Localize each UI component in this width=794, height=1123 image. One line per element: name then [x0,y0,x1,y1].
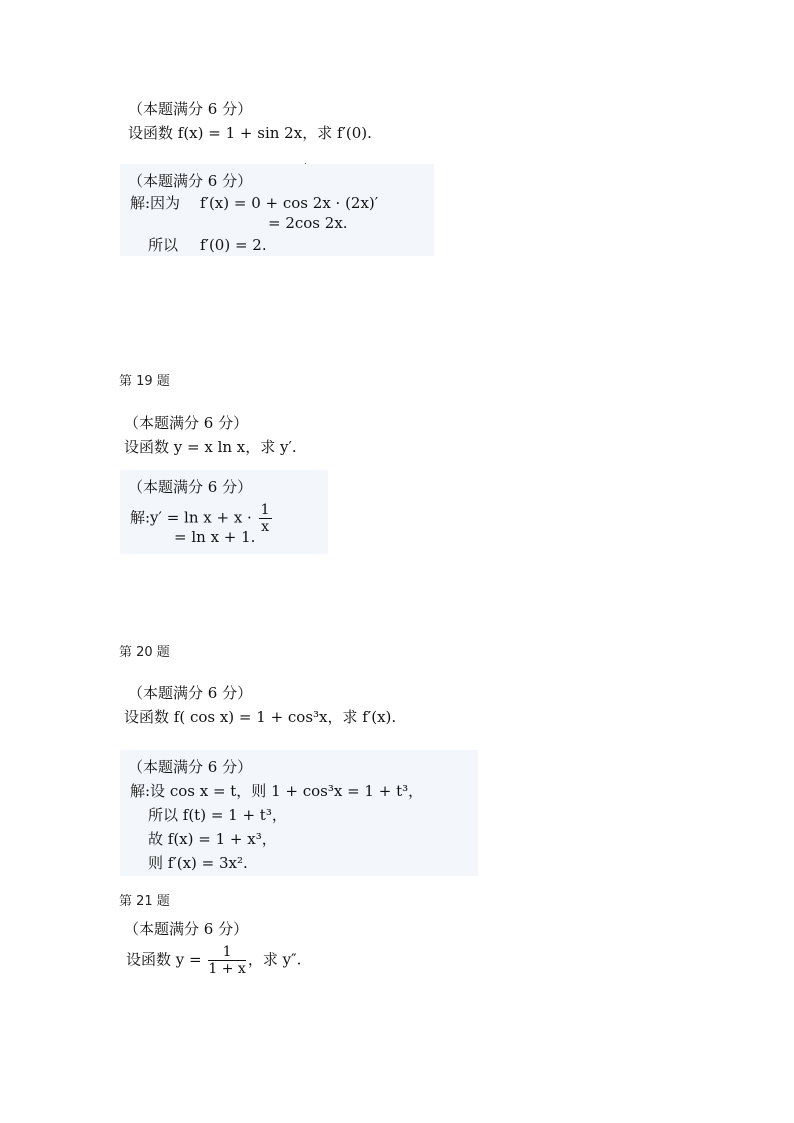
q19-problem: 设函数 y = x ln x，求 y′. [124,438,297,456]
q18-sol-label-3: 所以 [148,236,179,254]
q20-sol-line-4: 则 f′(x) = 3x². [148,854,248,872]
q21-problem-suffix: ，求 y″. [247,950,302,969]
q20-problem: 设函数 f( cos x) = 1 + cos³x，求 f′(x). [124,708,397,726]
q20-answer-header: （本题满分 6 分） [128,758,253,776]
q21-problem [126,944,301,977]
q21-frac-num: 1 [208,944,245,961]
q18-sol-line-1: f′(x) = 0 + cos 2x · (2x)′ [200,194,379,212]
q21-frac-den: 1 + x [208,961,246,977]
q18-problem-suffix: ，求 f′(0). [302,124,372,142]
q19-frac-den: x [261,519,270,535]
q18-problem-func: f(x) = 1 + sin 2x [177,124,303,142]
q20-label: 第 20 题 [119,645,170,660]
q20-sol-line-2: 所以 f(t) = 1 + t³， [148,806,287,824]
q18-sol-label-1: 解:因为 [130,194,181,212]
q21-header: （本题满分 6 分） [124,920,249,938]
q18-problem [128,124,372,142]
q18-header: （本题满分 6 分） [128,100,253,118]
q19-frac-num: 1 [260,502,270,518]
q19-sol-line-2: = ln x + 1. [174,528,256,546]
q19-sol-prefix: 解:y′ = ln x + x · [130,508,252,527]
q21-fraction [208,944,245,977]
q19-header: （本题满分 6 分） [124,414,249,432]
q20-header: （本题满分 6 分） [128,684,253,702]
q19-label: 第 19 题 [119,374,170,389]
q19-answer-header: （本题满分 6 分） [128,478,253,496]
q20-sol-line-3: 故 f(x) = 1 + x³， [148,830,277,848]
q19-fraction [259,502,272,535]
q18-problem-prefix: 设函数 [128,124,178,142]
q18-sol-line-3: f′(0) = 2. [200,236,267,254]
q18-sol-line-2: = 2cos 2x. [268,214,348,232]
q21-label: 第 21 题 [119,894,170,909]
q20-sol-line-1: 解:设 cos x = t，则 1 + cos³x = 1 + t³， [130,782,424,800]
q18-answer-header: （本题满分 6 分） [128,172,253,190]
q21-problem-prefix: 设函数 y = [126,950,202,969]
